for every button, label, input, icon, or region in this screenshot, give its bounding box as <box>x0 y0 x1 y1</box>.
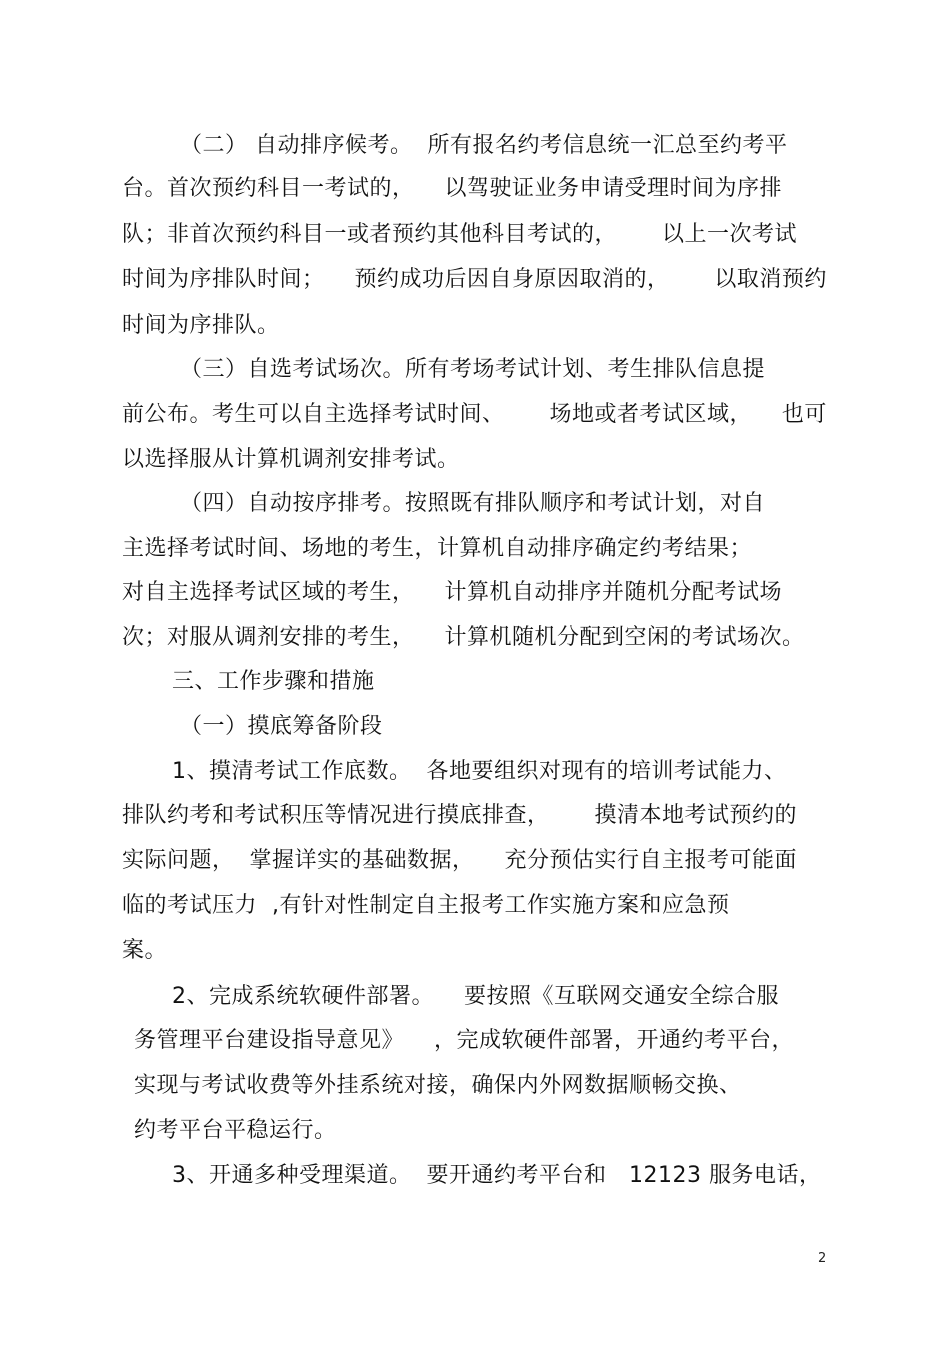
paragraph-line: 台。首次预约科目一考试的， 以驾驶证业务申请受理时间为序排 <box>122 176 782 201</box>
paragraph-line: 临的考试压力 ,有针对性制定自主报考工作实施方案和应急预 <box>122 893 730 918</box>
subsection-heading: （一）摸底筹备阶段 <box>180 714 383 739</box>
paragraph-line: 前公布。考生可以自主选择考试时间、 场地或者考试区域， 也可 <box>122 402 827 427</box>
paragraph-line: （四）自动按序排考。按照既有排队顺序和考试计划，对自 <box>180 491 766 516</box>
paragraph-line: 以选择服从计算机调剂安排考试。 <box>122 447 460 472</box>
section-heading: 三、工作步骤和措施 <box>172 669 375 694</box>
paragraph-line: 主选择考试时间、场地的考生，计算机自动排序确定约考结果； <box>122 536 753 561</box>
paragraph-line: 排队约考和考试积压等情况进行摸底排查， 摸清本地考试预约的 <box>122 803 797 828</box>
paragraph-line: 3、开通多种受理渠道。 要开通约考平台和 12123 服务电话， <box>172 1163 822 1188</box>
paragraph-line: 2、完成系统软硬件部署。 要按照《互联网交通安全综合服 <box>172 984 779 1009</box>
paragraph-line: 约考平台平稳运行。 <box>134 1118 337 1143</box>
paragraph-line: 队；非首次预约科目一或者预约其他科目考试的， 以上一次考试 <box>122 222 797 247</box>
paragraph-line: 时间为序排队时间； 预约成功后因自身原因取消的， 以取消预约 <box>122 267 827 292</box>
paragraph-line: 实际问题， 掌握详实的基础数据， 充分预估实行自主报考可能面 <box>122 848 797 873</box>
paragraph-line: 1、摸清考试工作底数。 各地要组织对现有的培训考试能力、 <box>172 759 787 784</box>
paragraph-line: 案。 <box>122 938 168 963</box>
paragraph-line: 时间为序排队。 <box>122 313 280 338</box>
paragraph-line: 实现与考试收费等外挂系统对接，确保内外网数据顺畅交换、 <box>134 1073 742 1098</box>
paragraph-line: 对自主选择考试区域的考生， 计算机自动排序并随机分配考试场 <box>122 580 782 605</box>
paragraph-line: 次；对服从调剂安排的考生， 计算机随机分配到空闲的考试场次。 <box>122 625 805 650</box>
page-number: 2 <box>818 1251 827 1266</box>
paragraph-line: （二） 自动排序候考。 所有报名约考信息统一汇总至约考平 <box>180 133 788 158</box>
paragraph-line: （三）自选考试场次。所有考场考试计划、考生排队信息提 <box>180 357 766 382</box>
paragraph-line: 务管理平台建设指导意见》 ，完成软硬件部署，开通约考平台， <box>134 1028 794 1053</box>
